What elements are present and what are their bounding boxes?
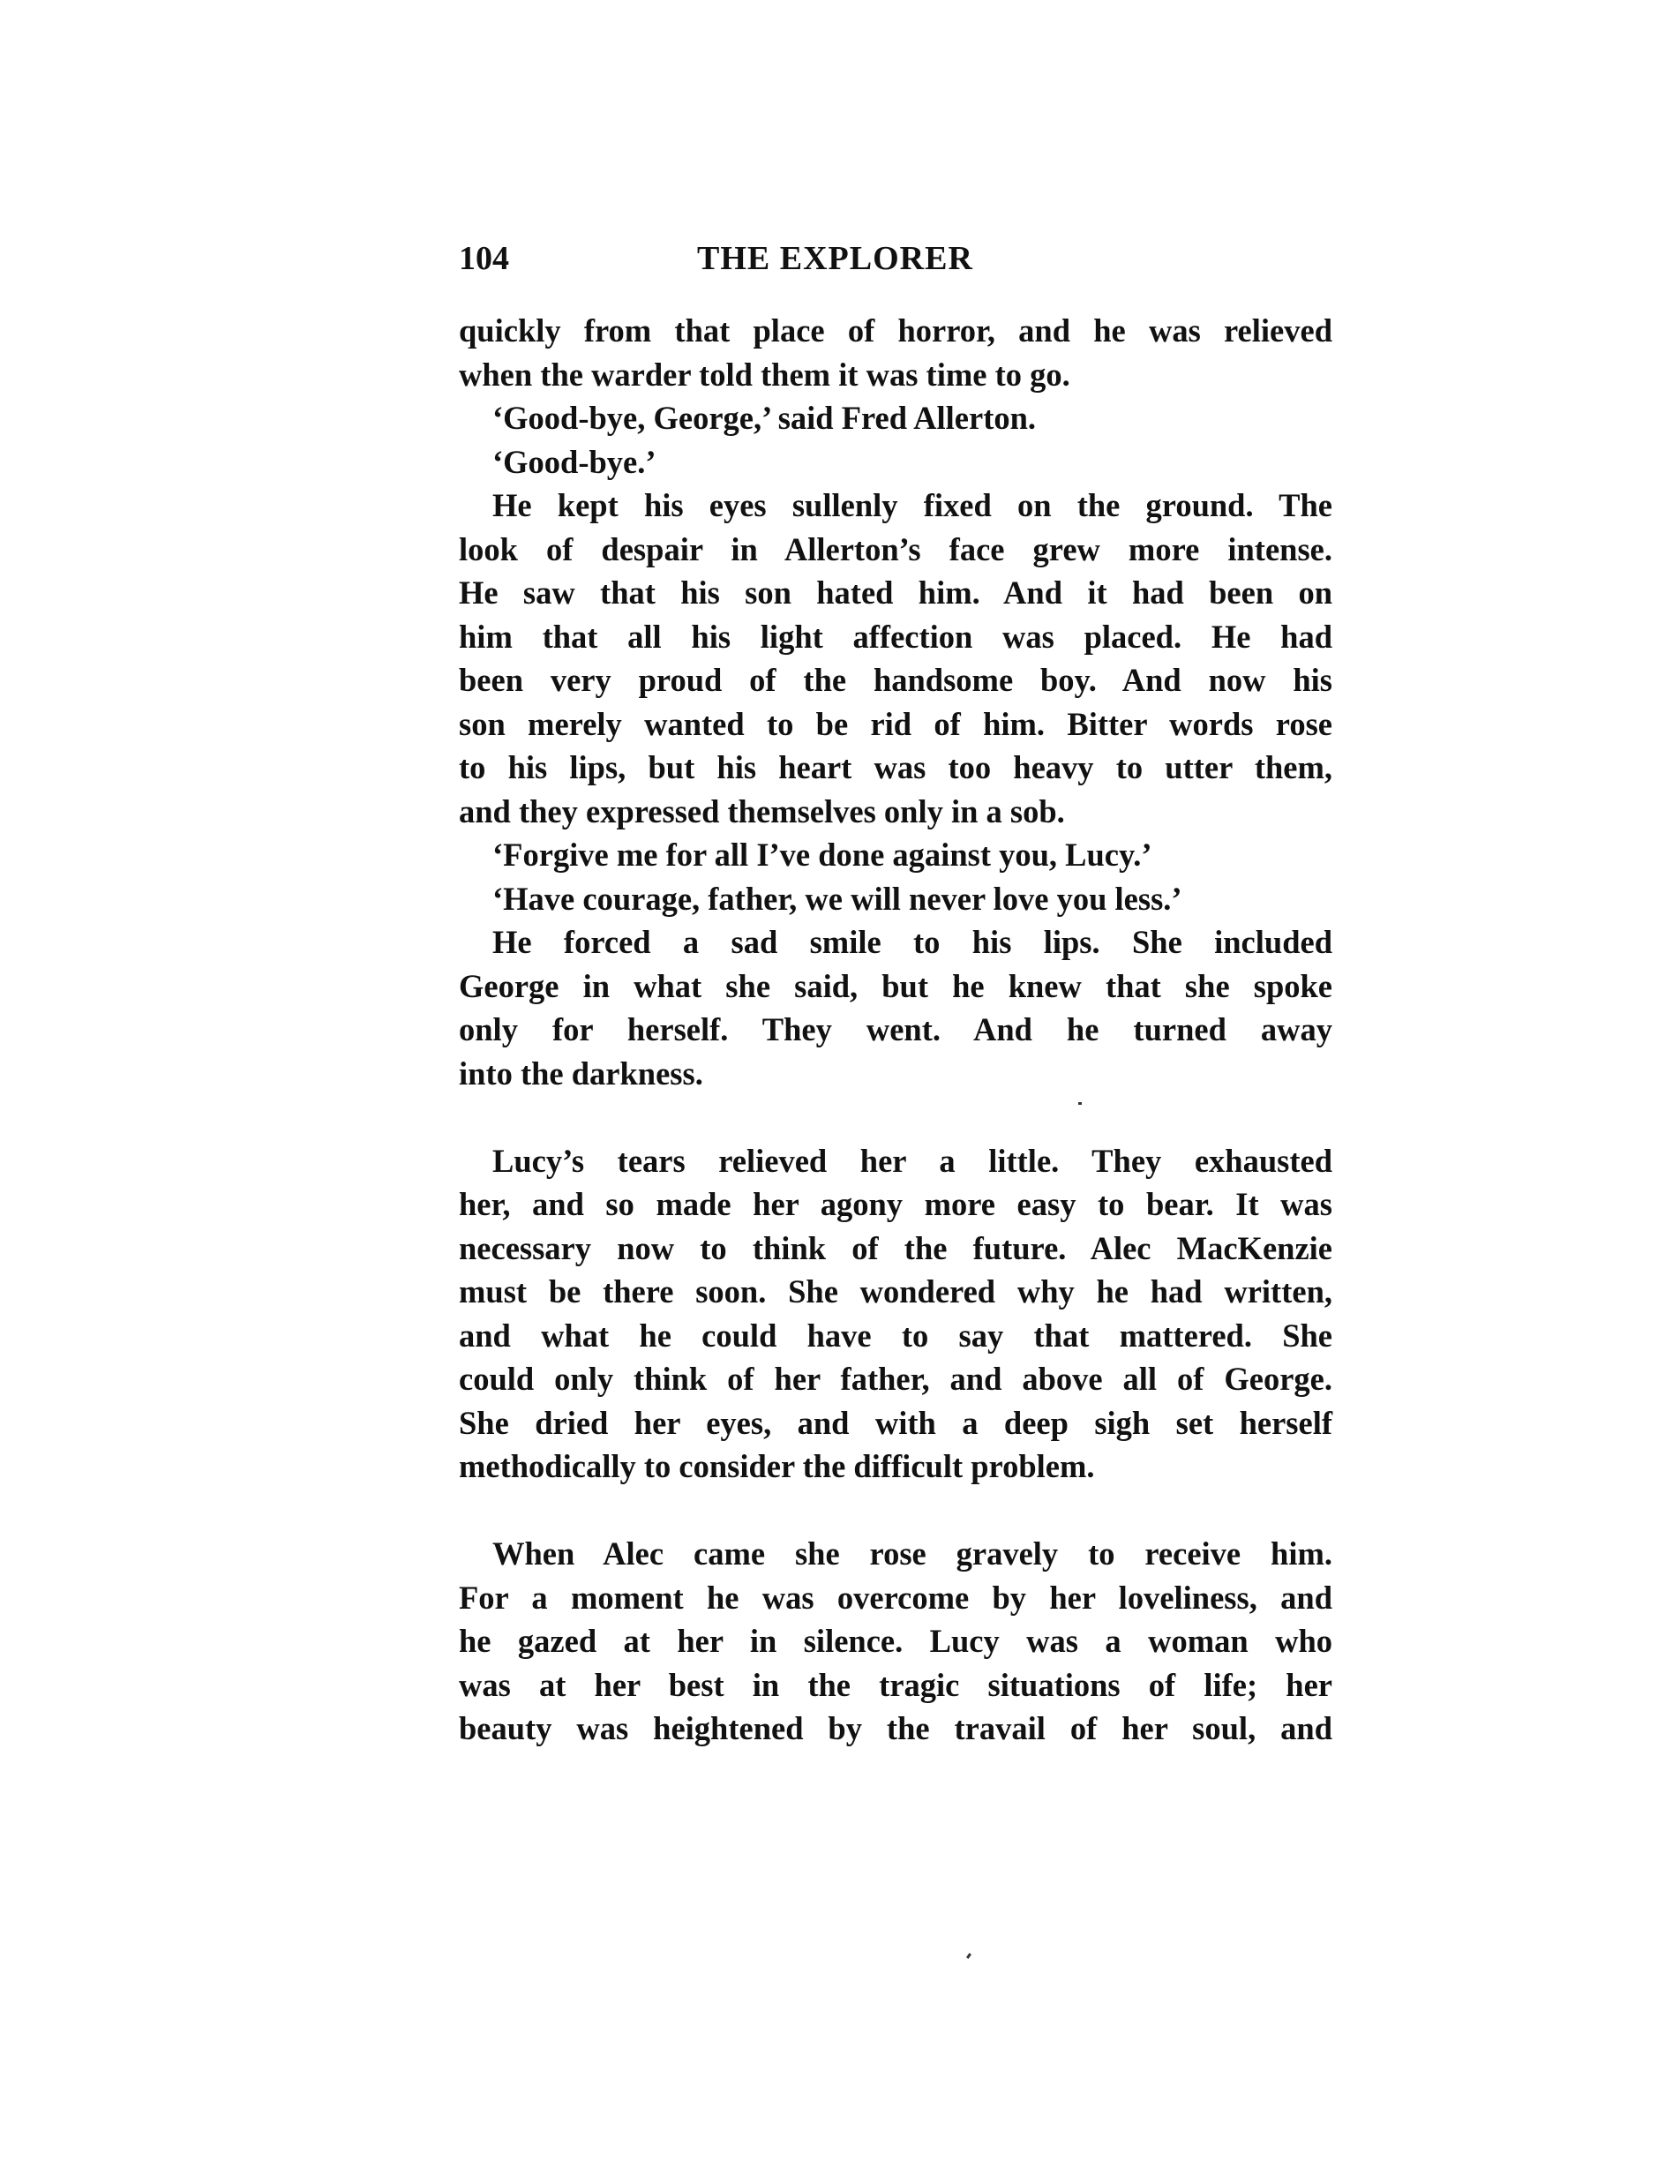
- text-line: Lucy’s tears relieved her a little. They exhausted: [492, 1142, 1332, 1179]
- paragraph-1: [459, 309, 1332, 396]
- text-line: When Alec came she rose gravely to receive him.: [492, 1535, 1332, 1572]
- running-head: [459, 236, 1332, 281]
- paragraph-6: [459, 877, 1332, 921]
- text-line: must be there soon. She wondered why he had written,: [459, 1273, 1332, 1310]
- text-line: She dried her eyes, and with a deep sigh set herself: [459, 1404, 1332, 1441]
- scan-speck: [1078, 1102, 1082, 1105]
- section-break: [459, 1489, 1332, 1533]
- text-line: was at her best in the tragic situations of life; her: [459, 1666, 1332, 1703]
- text-line: into the darkness.: [459, 1054, 703, 1092]
- text-line: and they expressed themselves only in a sob.: [459, 792, 1065, 829]
- text-line: beauty was heightened by the travail of her soul, and: [459, 1710, 1332, 1746]
- dialogue-line: ‘Good-bye, George,’ said Fred Allerton.: [492, 400, 1037, 436]
- book-title: THE EXPLORER: [697, 240, 973, 277]
- paragraph-5: [459, 833, 1332, 877]
- page-number: 104: [459, 240, 509, 277]
- text-line: son merely wanted to be rid of him. Bitter words rose: [459, 705, 1332, 742]
- paragraph-9: [459, 1532, 1332, 1751]
- text-line: been very proud of the handsome boy. And now his: [459, 662, 1332, 698]
- text-line: He saw that his son hated him. And it had been on: [459, 574, 1332, 611]
- paragraph-3: [459, 440, 1332, 484]
- text-line: methodically to consider the difficult problem.: [459, 1448, 1095, 1484]
- text-line: he gazed at her in silence. Lucy was a woman who: [459, 1623, 1332, 1659]
- text-line: when the warder told them it was time to go.: [459, 356, 1070, 393]
- text-line: only for herself. They went. And he turned away: [459, 1011, 1332, 1047]
- paragraph-8: [459, 1139, 1332, 1489]
- text-line: necessary now to think of the future. Alec MacKenzie: [459, 1229, 1332, 1266]
- text-line: For a moment he was overcome by her loveliness, and: [459, 1579, 1332, 1616]
- scan-speck: [966, 1953, 971, 1959]
- paragraph-2: [459, 396, 1332, 440]
- dialogue-line: ‘Forgive me for all I’ve done against you, Lucy.’: [492, 837, 1152, 873]
- dialogue-line: ‘Good-bye.’: [492, 443, 656, 480]
- text-line: could only think of her father, and above all of George.: [459, 1361, 1332, 1397]
- text-line: look of despair in Allerton’s face grew more intense.: [459, 530, 1332, 567]
- text-line: her, and so made her agony more easy to bear. It was: [459, 1186, 1332, 1222]
- text-line: and what he could have to say that mattered. She: [459, 1317, 1332, 1354]
- dialogue-line: ‘Have courage, father, we will never love you less.’: [492, 880, 1182, 917]
- paragraph-4: [459, 484, 1332, 833]
- text-line: quickly from that place of horror, and he was relieved: [459, 312, 1332, 349]
- text-line: He forced a sad smile to his lips. She included: [492, 924, 1332, 960]
- text-line: to his lips, but his heart was too heavy to utter them,: [459, 749, 1332, 785]
- section-break: [459, 1095, 1332, 1139]
- text-line: him that all his light affection was placed. He had: [459, 618, 1332, 655]
- body-text: [459, 309, 1332, 1751]
- paragraph-7: [459, 920, 1332, 1095]
- text-line: He kept his eyes sullenly fixed on the ground. The: [492, 487, 1332, 523]
- text-line: George in what she said, but he knew that she spoke: [459, 967, 1332, 1004]
